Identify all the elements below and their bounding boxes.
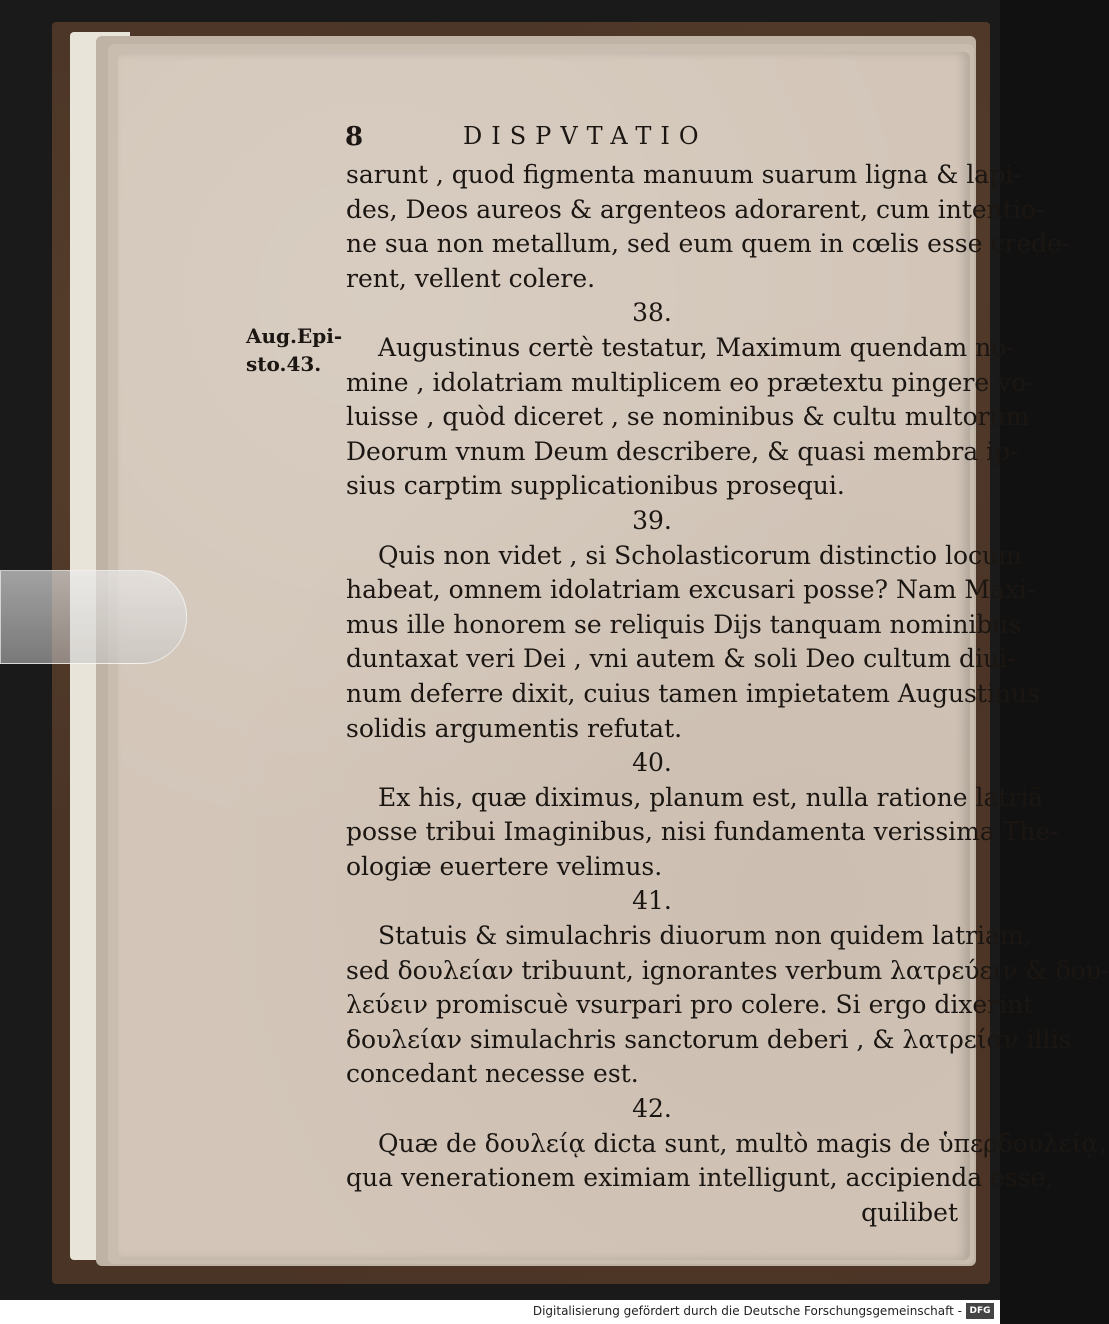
- text-line: concedant necesse est.: [346, 1059, 639, 1089]
- margin-note-line: sto.43.: [246, 352, 322, 376]
- catchword: quilibet: [861, 1197, 958, 1227]
- text-line: ne sua non metallum, sed eum quem in cœlis esse crede-: [346, 229, 1071, 259]
- text-line: Deorum vnum Deum describere, & quasi membra ip-: [346, 436, 1019, 466]
- margin-note-line: Aug.Epi-: [246, 324, 343, 348]
- text-line: Ex his, quæ diximus, planum est, nulla ratione latriã: [378, 782, 1044, 812]
- text-line: qua venerationem eximiam intelligunt, accipienda esse,: [346, 1163, 1054, 1193]
- section-number: 39.: [632, 505, 672, 535]
- text-line: δουλείαν simulachris sanctorum deberi , & λατρείαν illis: [346, 1024, 1072, 1054]
- text-line: Quis non videt , si Scholasticorum distinctio locum: [378, 540, 1022, 570]
- text-line: sius carptim supplicationibus prosequi.: [346, 471, 845, 501]
- text-line: des, Deos aureos & argenteos adorarent, cum intentio-: [346, 194, 1045, 224]
- section-number: 40.: [632, 748, 672, 778]
- text-line: Statuis & simulachris diuorum non quidem latriam,: [378, 921, 1032, 951]
- text-line: habeat, omnem idolatriam excusari posse? Nam Maxi-: [346, 575, 1036, 605]
- section-number: 38.: [632, 298, 672, 328]
- text-line: solidis argumentis refutat.: [346, 713, 683, 743]
- dfg-logo: DFG: [966, 1303, 994, 1319]
- body-text: [346, 158, 1109, 1230]
- footer-bar: [0, 1300, 1000, 1324]
- text-line: sed δουλείαν tribuunt, ignorantes verbum λατρεύειν & δου-: [346, 955, 1109, 985]
- text-line: sarunt , quod figmenta manuum suarum ligna & lapi-: [346, 160, 1022, 189]
- text-line: luisse , quòd diceret , se nominibus & cultu multorum: [346, 402, 1030, 432]
- text-line: duntaxat veri Dei , vni autem & soli Deo cultum diui-: [346, 644, 1016, 674]
- funding-credit: Digitalisierung gefördert durch die Deutsche Forschungsgemeinschaft -: [532, 1304, 962, 1318]
- margin-note: [246, 322, 342, 378]
- page-header: [345, 122, 805, 156]
- text-line: mus ille honorem se reliquis Dijs tanquam nominibus: [346, 609, 1022, 639]
- text-line: ologiæ euertere velimus.: [346, 851, 663, 881]
- page-holder-clip: [0, 570, 187, 664]
- running-title: DISPVTATIO: [463, 122, 708, 150]
- text-line: rent, vellent colere.: [346, 263, 596, 293]
- text-line: num deferre dixit, cuius tamen impietatem Augustinus: [346, 678, 1040, 708]
- text-line: posse tribui Imaginibus, nisi fundamenta verissima The-: [346, 817, 1059, 847]
- text-line: Quæ de δουλείᾳ dicta sunt, multò magis de ὑπερδουλείᾳ,: [378, 1128, 1107, 1158]
- section-number: 41.: [632, 886, 672, 916]
- text-line: λεύειν promiscuè vsurpari pro colere. Si ergo dixerint: [346, 990, 1034, 1020]
- text-line: Augustinus certè testatur, Maximum quendam no-: [378, 332, 1015, 362]
- section-number: 42.: [632, 1094, 672, 1124]
- text-line: mine , idolatriam multiplicem eo prætextu pingere vo-: [346, 367, 1035, 397]
- page-number: 8: [345, 122, 364, 152]
